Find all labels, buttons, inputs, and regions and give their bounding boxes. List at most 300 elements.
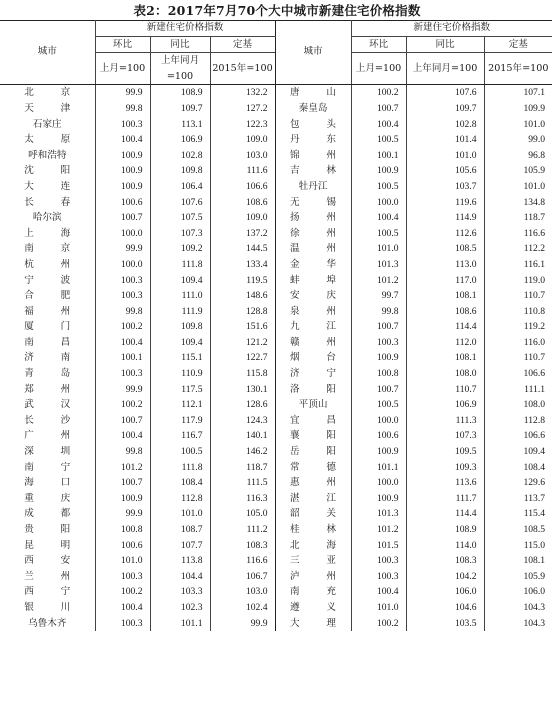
mom-index-right: 100.5 [351,132,406,148]
header-city-left: 城市 [0,20,95,85]
mom-index-left: 100.4 [95,428,150,444]
city-name-right: 桂林 [275,522,351,538]
yoy-index-left: 117.5 [150,382,210,398]
city-name-right: 遵义 [275,600,351,616]
city-name-left: 天津 [24,102,71,114]
city-name-right: 锦州 [275,148,351,164]
base-index-left: 151.6 [210,319,275,335]
city-name-left: 大连 [24,180,71,192]
base-index-left: 108.6 [210,195,275,211]
city-name-left: 呼和浩特 [28,149,67,161]
mom-index-right: 100.0 [351,475,406,491]
table-row [0,85,552,101]
city-name-right: 秦皇岛 [275,101,351,117]
base-index-right: 106.0 [484,584,552,600]
yoy-index-left: 111.0 [150,288,210,304]
header-base-hb-right: 上月=100 [351,53,406,85]
base-index-left: 103.0 [210,584,275,600]
city-name-right: 三亚 [275,553,351,569]
base-index-left: 116.6 [210,553,275,569]
yoy-index-left: 101.1 [150,616,210,632]
city-name-left: 南昌 [24,336,71,348]
mom-index-right: 100.0 [351,195,406,211]
mom-index-left: 100.7 [95,413,150,429]
table-row [0,600,552,616]
mom-index-left: 100.4 [95,132,150,148]
base-index-right: 106.6 [484,366,552,382]
base-index-left: 111.5 [210,475,275,491]
city-name-left: 合肥 [24,290,71,302]
city-name-left: 南京 [24,243,71,255]
city-name-right: 蚌埠 [275,273,351,289]
table-row [0,117,552,133]
yoy-index-right: 104.6 [406,600,484,616]
base-index-left: 124.3 [210,413,275,429]
yoy-index-left: 108.7 [150,522,210,538]
mom-index-left: 100.3 [95,117,150,133]
base-index-left: 109.0 [210,132,275,148]
header-base-hb-left: 上月=100 [95,53,150,85]
table-row [0,397,552,413]
city-name-left: 武汉 [24,399,71,411]
city-name-left: 贵阳 [24,524,71,535]
yoy-index-left: 115.1 [150,350,210,366]
base-index-left: 128.8 [210,304,275,320]
city-name-right: 徐州 [275,226,351,242]
yoy-index-right: 103.7 [406,179,484,195]
base-index-right: 116.6 [484,226,552,242]
city-name-left: 杭州 [24,258,71,270]
yoy-index-left: 107.7 [150,538,210,554]
base-index-right: 105.9 [484,163,552,179]
table-row [0,241,552,257]
table-row [0,210,552,226]
base-index-right: 119.0 [484,273,552,289]
city-name-left: 长春 [24,196,71,208]
header-group-left: 新建住宅价格指数 [95,20,275,36]
header-hb-left: 环比 [95,36,150,53]
header-base-dj-right: 2015年=100 [484,53,552,85]
city-name-left: 长沙 [24,414,71,426]
base-index-right: 116.0 [484,335,552,351]
city-name-left: 沈阳 [24,165,71,177]
yoy-index-right: 111.7 [406,491,484,507]
city-name-left: 北京 [24,87,71,99]
yoy-index-right: 108.6 [406,304,484,320]
mom-index-left: 100.4 [95,600,150,616]
base-index-right: 109.9 [484,101,552,117]
yoy-index-right: 106.9 [406,397,484,413]
yoy-index-right: 106.0 [406,584,484,600]
base-index-left: 146.2 [210,444,275,460]
base-index-left: 99.9 [210,616,275,632]
mom-index-right: 99.8 [351,304,406,320]
mom-index-left: 99.8 [95,101,150,117]
base-index-right: 107.1 [484,85,552,101]
mom-index-left: 101.2 [95,460,150,476]
header-hb-right: 环比 [351,36,406,53]
yoy-index-right: 109.5 [406,444,484,460]
header-base-dj-left: 2015年=100 [210,53,275,85]
base-index-right: 104.3 [484,600,552,616]
table-row [0,475,552,491]
city-name-left: 银川 [24,601,71,613]
mom-index-right: 101.3 [351,257,406,273]
yoy-index-left: 103.3 [150,584,210,600]
table-row [0,491,552,507]
base-index-left: 119.5 [210,273,275,289]
base-index-left: 108.3 [210,538,275,554]
mom-index-right: 101.5 [351,538,406,554]
base-index-left: 116.3 [210,491,275,507]
mom-index-left: 100.0 [95,226,150,242]
city-name-right: 金华 [275,257,351,273]
base-index-left: 140.1 [210,428,275,444]
mom-index-right: 101.2 [351,273,406,289]
mom-index-left: 99.9 [95,85,150,101]
table-row [0,101,552,117]
base-index-right: 105.9 [484,569,552,585]
mom-index-left: 99.9 [95,506,150,522]
mom-index-left: 100.0 [95,257,150,273]
base-index-left: 111.6 [210,163,275,179]
base-index-left: 127.2 [210,101,275,117]
mom-index-right: 100.4 [351,584,406,600]
mom-index-right: 101.3 [351,506,406,522]
mom-index-left: 100.2 [95,584,150,600]
mom-index-left: 100.6 [95,195,150,211]
mom-index-right: 101.0 [351,241,406,257]
yoy-index-right: 111.3 [406,413,484,429]
header-base-tb-left: 上年同月=100 [150,53,210,85]
city-name-left: 宁波 [24,274,71,286]
yoy-index-right: 113.6 [406,475,484,491]
yoy-index-left: 113.1 [150,117,210,133]
city-name-right: 北海 [275,538,351,554]
table-row [0,163,552,179]
mom-index-right: 100.3 [351,553,406,569]
mom-index-right: 100.9 [351,350,406,366]
table-body [0,85,552,631]
mom-index-right: 100.7 [351,319,406,335]
yoy-index-right: 114.4 [406,319,484,335]
city-name-right: 岳阳 [275,444,351,460]
table-row [0,366,552,382]
table-row [0,195,552,211]
base-index-left: 109.0 [210,210,275,226]
city-name-right: 湛江 [275,491,351,507]
city-name-left: 重庆 [24,492,71,504]
base-index-right: 108.5 [484,522,552,538]
yoy-index-right: 107.6 [406,85,484,101]
yoy-index-right: 108.1 [406,288,484,304]
yoy-index-right: 113.0 [406,257,484,273]
city-name-right: 大理 [275,616,351,632]
yoy-index-right: 101.4 [406,132,484,148]
city-name-left: 兰州 [24,570,71,582]
mom-index-left: 99.8 [95,304,150,320]
city-name-right: 无锡 [275,195,351,211]
city-name-right: 温州 [275,241,351,257]
table-row [0,506,552,522]
mom-index-left: 99.8 [95,444,150,460]
yoy-index-left: 109.4 [150,335,210,351]
yoy-index-right: 112.0 [406,335,484,351]
yoy-index-right: 114.0 [406,538,484,554]
city-name-right: 洛阳 [275,382,351,398]
city-name-left: 厦门 [24,321,71,333]
city-name-right: 扬州 [275,210,351,226]
mom-index-left: 100.2 [95,397,150,413]
mom-index-left: 100.8 [95,522,150,538]
price-index-table [0,20,552,631]
mom-index-left: 99.9 [95,382,150,398]
city-name-left: 郑州 [24,383,71,395]
city-name-left: 海口 [24,477,71,489]
yoy-index-right: 109.7 [406,101,484,117]
mom-index-left: 100.7 [95,475,150,491]
yoy-index-left: 117.9 [150,413,210,429]
base-index-right: 99.0 [484,132,552,148]
mom-index-right: 100.4 [351,117,406,133]
base-index-left: 118.7 [210,460,275,476]
table-row [0,257,552,273]
yoy-index-right: 110.7 [406,382,484,398]
yoy-index-left: 107.6 [150,195,210,211]
mom-index-left: 100.3 [95,616,150,632]
mom-index-left: 99.9 [95,241,150,257]
mom-index-left: 100.7 [95,210,150,226]
base-index-left: 111.2 [210,522,275,538]
table-title: 表2：2017年7月70个大中城市新建住宅价格指数 [133,3,421,18]
header-base-tb-right: 上年同月=100 [406,53,484,85]
yoy-index-left: 108.4 [150,475,210,491]
yoy-index-right: 114.9 [406,210,484,226]
table-row [0,428,552,444]
city-name-left: 石家庄 [32,118,62,130]
mom-index-right: 100.7 [351,382,406,398]
header-dj-left: 定基 [210,36,275,53]
yoy-index-left: 109.2 [150,241,210,257]
table-row [0,460,552,476]
yoy-index-left: 104.4 [150,569,210,585]
city-name-left: 乌鲁木齐 [28,617,67,629]
yoy-index-right: 108.1 [406,350,484,366]
table-row [0,148,552,164]
yoy-index-left: 111.8 [150,460,210,476]
mom-index-left: 100.2 [95,319,150,335]
yoy-index-left: 113.8 [150,553,210,569]
yoy-index-right: 119.6 [406,195,484,211]
yoy-index-left: 107.3 [150,226,210,242]
base-index-right: 111.1 [484,382,552,398]
city-name-left: 广州 [24,430,71,442]
base-index-right: 104.3 [484,616,552,632]
city-name-left: 哈尔滨 [32,212,62,224]
base-index-right: 109.4 [484,444,552,460]
yoy-index-right: 107.3 [406,428,484,444]
mom-index-right: 100.5 [351,226,406,242]
city-name-left: 济南 [24,352,71,364]
city-name-left: 上海 [24,227,71,239]
yoy-index-left: 101.0 [150,506,210,522]
base-index-left: 105.0 [210,506,275,522]
base-index-left: 121.2 [210,335,275,351]
base-index-right: 134.8 [484,195,552,211]
city-name-left: 青岛 [24,368,71,380]
mom-index-left: 100.3 [95,569,150,585]
mom-index-right: 100.9 [351,444,406,460]
base-index-right: 96.8 [484,148,552,164]
yoy-index-right: 103.5 [406,616,484,632]
table-row [0,569,552,585]
base-index-right: 108.4 [484,460,552,476]
yoy-index-right: 117.0 [406,273,484,289]
yoy-index-right: 108.3 [406,553,484,569]
mom-index-right: 100.2 [351,85,406,101]
yoy-index-left: 102.3 [150,600,210,616]
city-name-right: 包头 [275,117,351,133]
mom-index-right: 101.0 [351,600,406,616]
base-index-left: 102.4 [210,600,275,616]
mom-index-right: 101.1 [351,460,406,476]
mom-index-right: 100.9 [351,491,406,507]
base-index-right: 112.2 [484,241,552,257]
yoy-index-left: 106.9 [150,132,210,148]
yoy-index-left: 107.5 [150,210,210,226]
base-index-left: 144.5 [210,241,275,257]
table-row [0,538,552,554]
city-name-left: 深圳 [24,446,71,458]
yoy-index-left: 109.8 [150,319,210,335]
header-group-right: 新建住宅价格指数 [351,20,552,36]
yoy-index-right: 104.2 [406,569,484,585]
base-index-right: 110.8 [484,304,552,320]
base-index-left: 115.8 [210,366,275,382]
yoy-index-left: 100.5 [150,444,210,460]
header-city-right: 城市 [275,20,351,85]
city-name-right: 牡丹江 [275,179,351,195]
yoy-index-left: 112.1 [150,397,210,413]
base-index-left: 122.3 [210,117,275,133]
mom-index-right: 100.1 [351,148,406,164]
yoy-index-right: 102.8 [406,117,484,133]
base-index-left: 106.6 [210,179,275,195]
mom-index-right: 99.7 [351,288,406,304]
city-name-left: 南宁 [24,461,71,473]
city-name-right: 济宁 [275,366,351,382]
city-name-right: 丹东 [275,132,351,148]
city-name-left: 福州 [24,305,71,317]
mom-index-left: 100.1 [95,350,150,366]
city-name-right: 南充 [275,584,351,600]
base-index-right: 110.7 [484,350,552,366]
yoy-index-right: 101.0 [406,148,484,164]
mom-index-right: 100.6 [351,428,406,444]
base-index-left: 103.0 [210,148,275,164]
mom-index-left: 100.9 [95,148,150,164]
yoy-index-right: 112.6 [406,226,484,242]
yoy-index-right: 109.3 [406,460,484,476]
mom-index-right: 100.7 [351,101,406,117]
mom-index-right: 100.4 [351,210,406,226]
base-index-right: 108.1 [484,553,552,569]
table-row [0,553,552,569]
city-name-right: 宜昌 [275,413,351,429]
city-name-right: 惠州 [275,475,351,491]
mom-index-left: 100.9 [95,163,150,179]
header-dj-right: 定基 [484,36,552,53]
mom-index-left: 100.4 [95,335,150,351]
yoy-index-right: 108.0 [406,366,484,382]
mom-index-left: 100.3 [95,288,150,304]
base-index-right: 115.4 [484,506,552,522]
base-index-right: 129.6 [484,475,552,491]
base-index-left: 137.2 [210,226,275,242]
city-name-right: 九江 [275,319,351,335]
mom-index-right: 100.9 [351,163,406,179]
table-row [0,616,552,632]
header-tb-right: 同比 [406,36,484,53]
yoy-index-left: 112.8 [150,491,210,507]
city-name-right: 烟台 [275,350,351,366]
base-index-right: 106.6 [484,428,552,444]
table-row [0,522,552,538]
city-name-right: 泸州 [275,569,351,585]
city-name-right: 韶关 [275,506,351,522]
city-name-right: 襄阳 [275,428,351,444]
table-row [0,413,552,429]
city-name-right: 常德 [275,460,351,476]
city-name-left: 昆明 [24,539,71,551]
city-name-right: 赣州 [275,335,351,351]
table-row [0,179,552,195]
base-index-right: 116.1 [484,257,552,273]
base-index-left: 132.2 [210,85,275,101]
city-name-left: 成都 [24,508,71,520]
yoy-index-left: 106.4 [150,179,210,195]
table-row [0,584,552,600]
table-row [0,350,552,366]
yoy-index-left: 109.8 [150,163,210,179]
yoy-index-left: 111.9 [150,304,210,320]
yoy-index-left: 109.7 [150,101,210,117]
base-index-left: 128.6 [210,397,275,413]
base-index-right: 108.0 [484,397,552,413]
base-index-right: 110.7 [484,288,552,304]
table-row [0,319,552,335]
yoy-index-left: 110.9 [150,366,210,382]
mom-index-right: 100.3 [351,569,406,585]
city-name-right: 泉州 [275,304,351,320]
mom-index-left: 100.9 [95,491,150,507]
base-index-left: 148.6 [210,288,275,304]
mom-index-right: 100.2 [351,616,406,632]
city-name-right: 安庆 [275,288,351,304]
header-tb-left: 同比 [150,36,210,53]
mom-index-right: 100.0 [351,413,406,429]
mom-index-right: 100.8 [351,366,406,382]
yoy-index-right: 114.4 [406,506,484,522]
yoy-index-left: 111.8 [150,257,210,273]
mom-index-left: 100.3 [95,366,150,382]
table-row [0,444,552,460]
yoy-index-left: 102.8 [150,148,210,164]
table-row [0,226,552,242]
yoy-index-left: 109.4 [150,273,210,289]
yoy-index-right: 108.5 [406,241,484,257]
base-index-right: 101.0 [484,117,552,133]
